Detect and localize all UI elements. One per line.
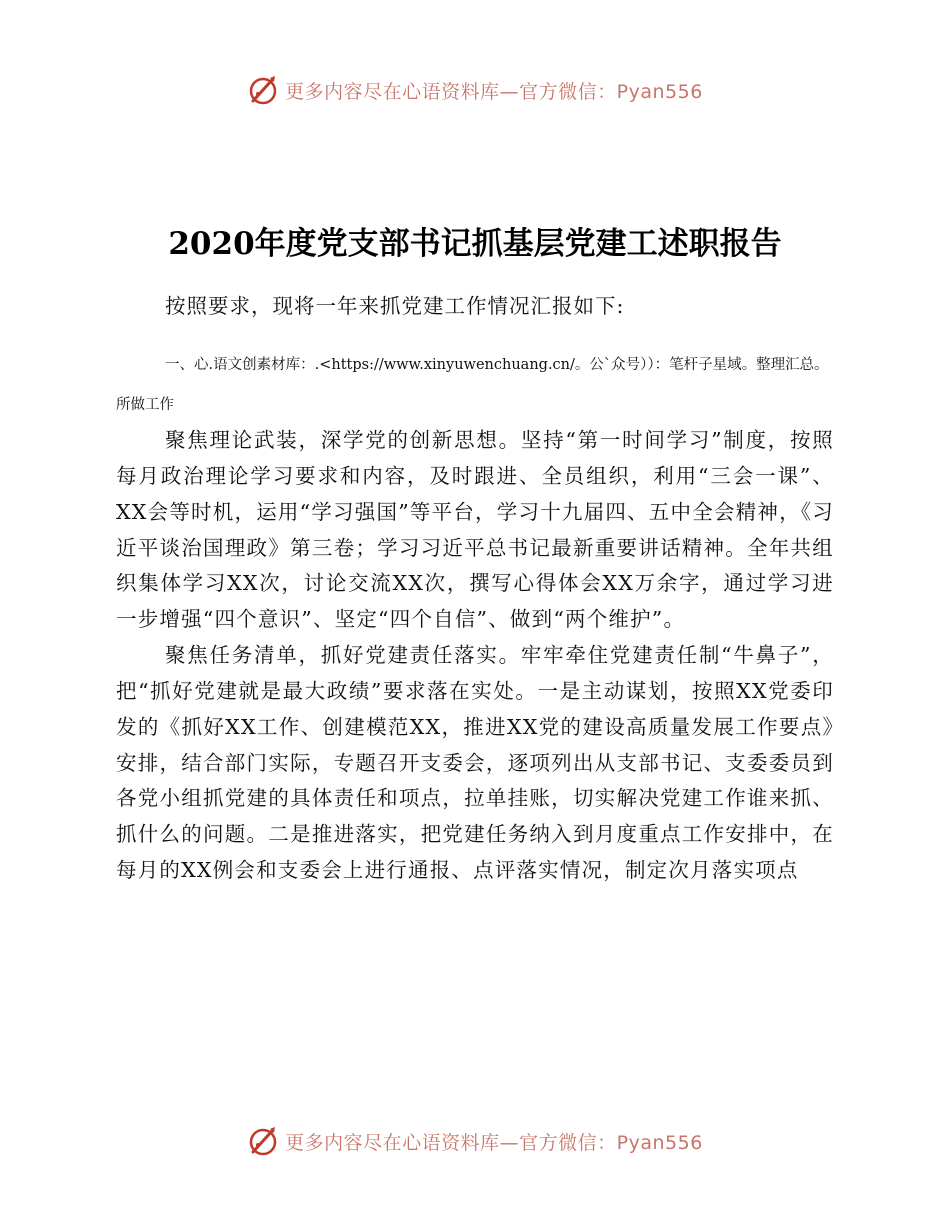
watermark-text: 更多内容尽在心语资料库—官方微信：Pyan556 xyxy=(285,80,703,103)
source-note-line: 一、心.语文创素材库：.<https://www.xinyuwenchuang.cn/。公`众号））：笔杆子星域。整理汇总。所做工作 xyxy=(116,357,829,413)
document-title: 2020年度党支部书记抓基层党建工述职报告 xyxy=(168,226,782,262)
header-watermark-banner xyxy=(0,68,950,112)
intro-line: 按照要求，现将一年来抓党建工作情况汇报如下: xyxy=(165,294,625,318)
footer-watermark-banner xyxy=(0,1119,950,1163)
brush-logo-icon xyxy=(247,1125,279,1157)
brush-logo-icon xyxy=(247,74,279,106)
paragraph-task-responsibility: 聚焦任务清单，抓好党建责任落实。牢牢牵住党建责任制“牛鼻子”，把“抓好党建就是最大政绩”要求落在实处。一是主动谋划，按照XX党委印发的《抓好XX工作、创建模范XX，推进XX党的建设高质量发展工作要点》安排，结合部门实际，专题召开支委会，逐项列出从支部书记、支委委员到各党小组抓党建的具体责任和项点，拉单挂账，切实解决党建工作谁来抓、抓什么的问题。二是推进落实，把党建任务纳入到月度重点工作安排中，在每月的XX例会和支委会上进行通报、点评落实情况，制定次月落实项点 xyxy=(116,643,834,883)
paragraph-theory-study: 聚焦理论武装，深学党的创新思想。坚持“第一时间学习”制度，按照每月政治理论学习要求和内容，及时跟进、全员组织，利用“三会一课”、XX会等时机，运用“学习强国”等平台，学习十九届四、五中全会精神，《习近平谈治国理政》第三卷；学习习近平总书记最新重要讲话精神。全年共组织集体学习XX次，讨论交流XX次，撰写心得体会XX万余字，通过学习进一步增强“四个意识”、坚定“四个自信”、做到“两个维护”。 xyxy=(116,428,834,632)
document-body xyxy=(116,423,834,889)
watermark-text: 更多内容尽在心语资料库—官方微信：Pyan556 xyxy=(285,1131,703,1154)
